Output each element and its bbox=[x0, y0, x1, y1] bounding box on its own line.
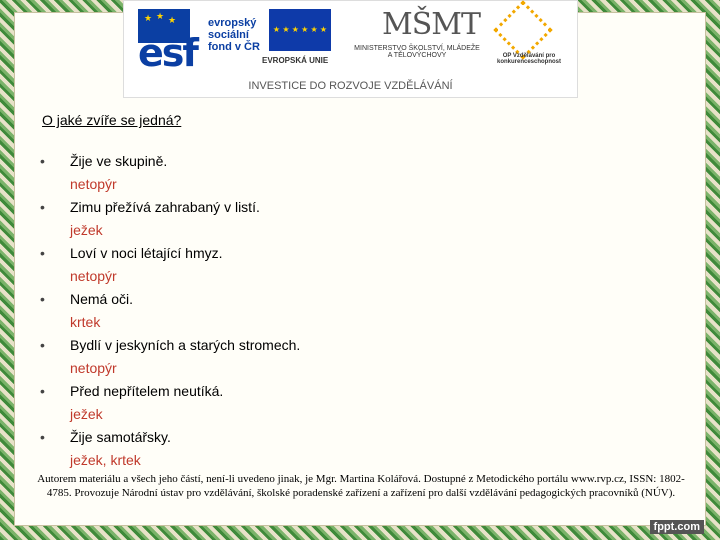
list-item bbox=[40, 334, 460, 380]
answer-text: netopýr bbox=[70, 360, 117, 376]
op-label: OP Vzdělávání pro konkurenceschopnost bbox=[496, 53, 561, 65]
question-text: Před nepřítelem neutíká. bbox=[70, 383, 224, 399]
question-text: Žije samotářsky. bbox=[70, 429, 171, 445]
bullet-icon: • bbox=[40, 245, 45, 261]
investment-slogan: INVESTICE DO ROZVOJE VZDĚLÁVÁNÍ bbox=[248, 80, 453, 92]
bullet-icon: • bbox=[40, 153, 45, 169]
list-item bbox=[40, 288, 460, 334]
bullet-icon: • bbox=[40, 429, 45, 445]
msmt-label: MINISTERSTVO ŠKOLSTVÍ, MLÁDEŽE A TĚLOVÝCHOVY bbox=[354, 45, 480, 59]
question-text: Zimu přežívá zahrabaný v listí. bbox=[70, 199, 260, 215]
list-item bbox=[40, 242, 460, 288]
question-text: Žije ve skupině. bbox=[70, 153, 168, 169]
msmt-logo: MŠMT bbox=[382, 7, 480, 42]
bullet-icon: • bbox=[40, 383, 45, 399]
question-text: Loví v noci létající hmyz. bbox=[70, 245, 223, 261]
answer-text: netopýr bbox=[70, 268, 117, 284]
esf-flag-icon: ★ ★ ★ bbox=[138, 9, 190, 43]
answer-text: krtek bbox=[70, 314, 101, 330]
question-text: Bydlí v jeskyních a starých stromech. bbox=[70, 337, 301, 353]
answer-text: netopýr bbox=[70, 176, 117, 192]
question-list bbox=[40, 150, 460, 472]
list-item bbox=[40, 380, 460, 426]
eu-flag-icon: ★ ★ ★ ★ ★ ★ bbox=[269, 9, 331, 51]
list-item bbox=[40, 426, 460, 472]
answer-text: ježek bbox=[70, 406, 103, 422]
bullet-icon: • bbox=[40, 291, 45, 307]
op-logo-icon bbox=[493, 0, 552, 59]
question-text: Nemá oči. bbox=[70, 291, 134, 307]
bullet-icon: • bbox=[40, 199, 45, 215]
list-item bbox=[40, 196, 460, 242]
esf-logo: esf bbox=[138, 31, 197, 75]
answer-text: ježek bbox=[70, 222, 103, 238]
bullet-icon: • bbox=[40, 337, 45, 353]
author-credit: Autorem materiálu a všech jeho částí, není-li uvedeno jinak, je Mgr. Martina Kolářová. Dostupné z Metodického portálu www.rvp.cz, ISSN: 1802-4785. Provozuje Národní ústav pro vzdělávání, školské poradenské zařízení a zařízení pro další vzdělávání pedagogických pracovníků (NÚV). bbox=[37, 473, 685, 499]
answer-text: ježek, krtek bbox=[70, 452, 141, 468]
eu-label: EVROPSKÁ UNIE bbox=[262, 56, 329, 65]
esf-caption: evropský sociální fond v ČR bbox=[208, 17, 260, 53]
page-title: O jaké zvíře se jedná? bbox=[42, 112, 182, 128]
watermark: fppt.com bbox=[650, 520, 704, 534]
list-item bbox=[40, 150, 460, 196]
logo-band bbox=[123, 0, 578, 98]
